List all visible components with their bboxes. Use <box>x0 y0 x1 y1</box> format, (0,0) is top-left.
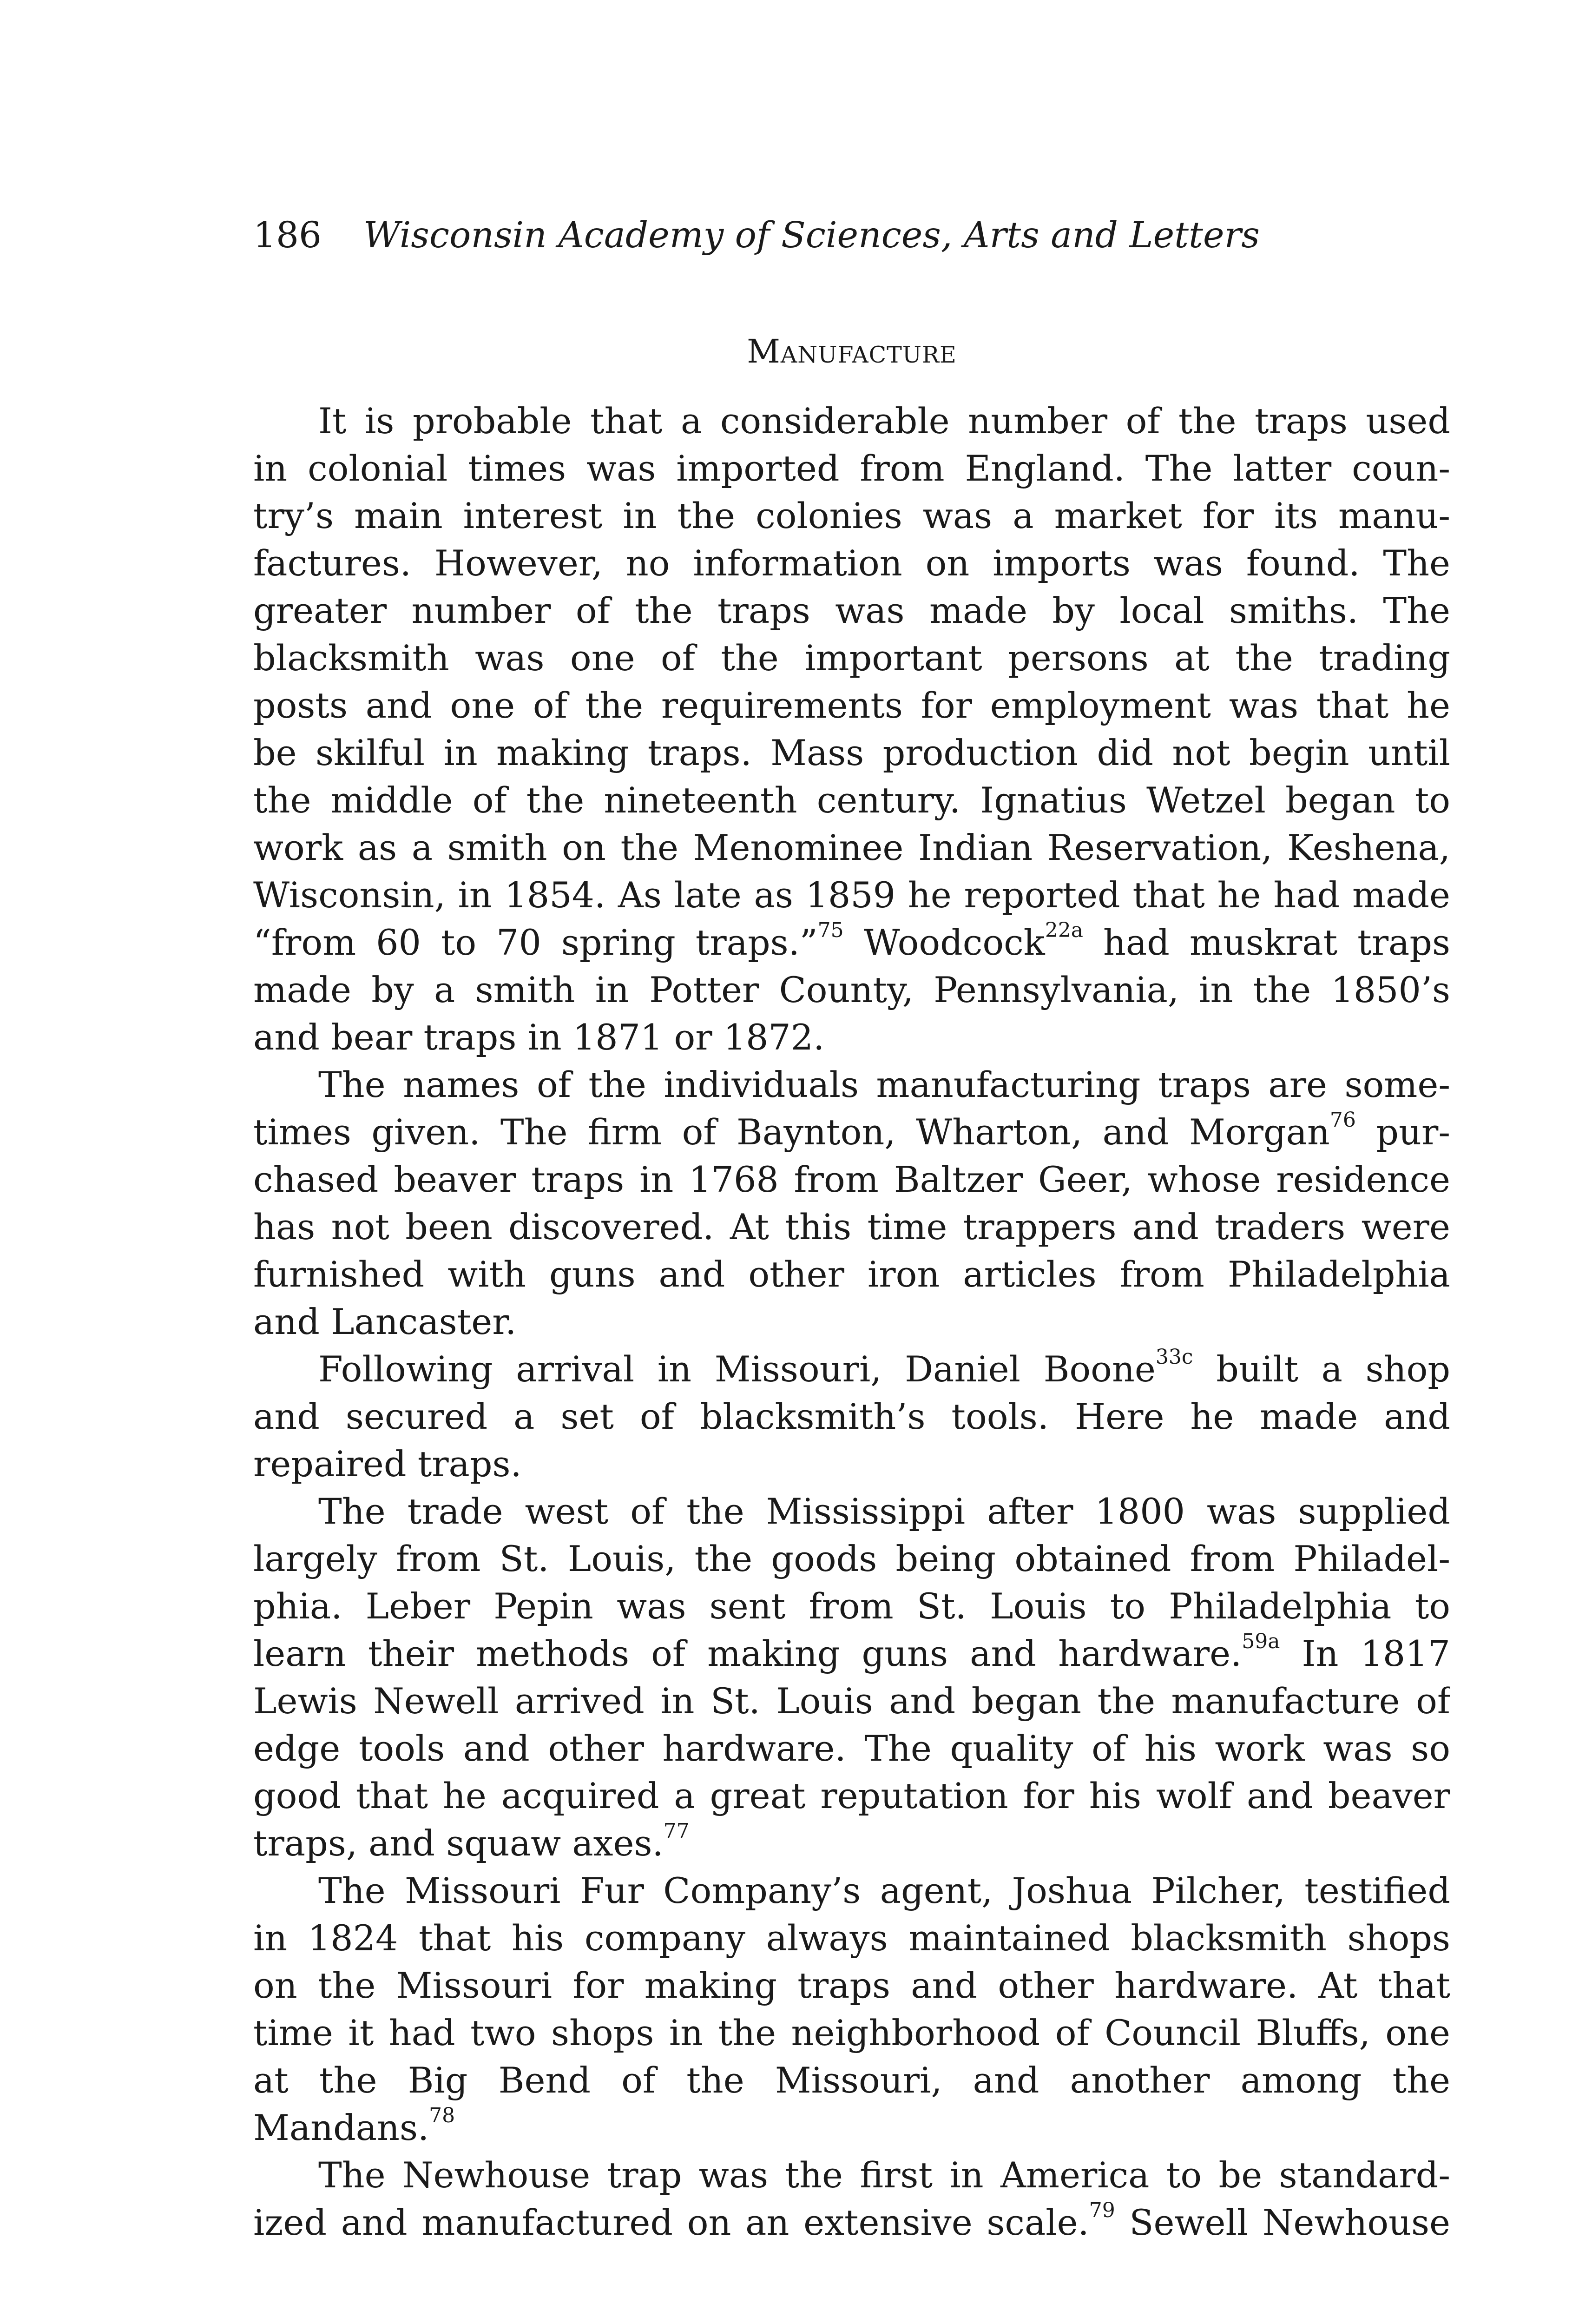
text-line: the middle of the nineteenth century. Ignatius Wetzel began to <box>253 779 1450 821</box>
text-line: The Missouri Fur Company’s agent, Joshua Pilcher, testified <box>318 1870 1450 1911</box>
text-line: largely from St. Louis, the goods being obtained from Philadel- <box>253 1538 1450 1579</box>
text-line: try’s main interest in the colonies was a market for its manu- <box>253 495 1450 536</box>
text-line: and secured a set of blacksmith’s tools. Here he made and <box>253 1396 1450 1437</box>
paragraph-6 <box>253 2152 1450 2246</box>
text-line: chased beaver traps in 1768 from Baltzer Geer, whose residence <box>253 1159 1450 1200</box>
line-text: pur- <box>1355 1111 1450 1153</box>
text-line: on the Missouri for making traps and other hardware. At that <box>253 1965 1450 2006</box>
paragraph-3 <box>253 1346 1450 1488</box>
paragraph-2 <box>253 1061 1450 1346</box>
line-text: learn their methods of making guns and hardware. <box>253 1633 1242 1674</box>
text-line: edge tools and other hardware. The quality of his work was so <box>253 1728 1450 1769</box>
text-line: The Newhouse trap was the first in America to be standard- <box>318 2154 1450 2196</box>
line-text: Woodcock <box>843 922 1045 963</box>
text-line: Lewis Newell arrived in St. Louis and began the manufacture of <box>253 1680 1450 1722</box>
text-line: work as a smith on the Menominee Indian Reservation, Keshena, <box>253 827 1450 868</box>
page-header <box>253 210 1322 261</box>
paragraph-4 <box>253 1488 1450 1867</box>
text-line: greater number of the traps was made by local smiths. The <box>253 590 1450 631</box>
line-text: traps, and squaw axes. <box>253 1822 664 1864</box>
text-line: blacksmith was one of the important persons at the trading <box>253 637 1450 679</box>
paragraph-1 <box>253 397 1450 1061</box>
line-text: Mandans. <box>253 2107 429 2148</box>
line-text: “from 60 to 70 spring traps.” <box>253 922 818 963</box>
text-line <box>253 1346 1450 1393</box>
text-line <box>253 2104 1450 2152</box>
text-line: The names of the individuals manufacturing traps are some- <box>318 1064 1450 1105</box>
line-text: times given. The firm of Baynton, Wharton, and Morgan <box>253 1111 1330 1153</box>
footnote-ref: 75 <box>817 919 844 942</box>
footnote-ref: 33c <box>1155 1346 1193 1369</box>
footnote-ref: 76 <box>1329 1109 1356 1132</box>
footnote-ref: 78 <box>429 2104 455 2127</box>
text-line: posts and one of the requirements for employment was that he <box>253 685 1450 726</box>
body-text <box>253 397 1450 2257</box>
text-line: time it had two shops in the neighborhood of Council Bluffs, one <box>253 2012 1450 2053</box>
text-line <box>253 1109 1450 1156</box>
section-title: Manufacture <box>747 332 957 370</box>
text-line: repaired traps. <box>253 1443 522 1485</box>
text-line: has not been discovered. At this time trappers and traders were <box>253 1206 1450 1248</box>
text-line: made by a smith in Potter County, Pennsylvania, in the 1850’s <box>253 969 1450 1010</box>
running-title: Wisconsin Academy of Sciences, Arts and Letters <box>363 215 1260 256</box>
footnote-ref: 77 <box>663 1820 690 1843</box>
text-line: factures. However, no information on imports was found. The <box>253 542 1450 584</box>
line-text: Following arrival in Missouri, Daniel Boone <box>318 1348 1156 1390</box>
paragraph-5 <box>253 1867 1450 2152</box>
text-line: in 1824 that his company always maintained blacksmith shops <box>253 1917 1450 1959</box>
text-line <box>253 1820 1450 1867</box>
line-text: built a shop <box>1193 1348 1450 1390</box>
text-line <box>253 919 1450 966</box>
text-line: It is probable that a considerable number of the traps used <box>318 400 1450 442</box>
text-line: and Lancaster. <box>253 1301 517 1342</box>
text-line: good that he acquired a great reputation for his wolf and beaver <box>253 1775 1450 1816</box>
footnote-ref: 22a <box>1045 919 1083 942</box>
text-line: and bear traps in 1871 or 1872. <box>253 1017 825 1058</box>
footnote-ref: 79 <box>1089 2199 1115 2222</box>
text-line <box>253 1630 1450 1677</box>
line-text: ized and manufactured on an extensive scale. <box>253 2202 1089 2243</box>
text-line <box>253 2199 1450 2246</box>
text-line: Wisconsin, in 1854. As late as 1859 he reported that he had made <box>253 874 1450 916</box>
text-line: be skilful in making traps. Mass production did not begin until <box>253 732 1450 773</box>
text-line: phia. Leber Pepin was sent from St. Louis to Philadelphia to <box>253 1585 1450 1627</box>
line-text: had muskrat traps <box>1083 922 1450 963</box>
text-line: furnished with guns and other iron articles from Philadelphia <box>253 1254 1450 1295</box>
line-text: In 1817 <box>1280 1633 1450 1674</box>
page-number: 186 <box>253 215 322 256</box>
text-line: at the Big Bend of the Missouri, and another among the <box>253 2060 1450 2101</box>
line-text: Sewell Newhouse <box>1115 2202 1450 2243</box>
text-line: The trade west of the Mississippi after 1800 was supplied <box>318 1491 1450 1532</box>
footnote-ref: 59a <box>1242 1630 1280 1653</box>
text-line: in colonial times was imported from England. The latter coun- <box>253 448 1450 489</box>
